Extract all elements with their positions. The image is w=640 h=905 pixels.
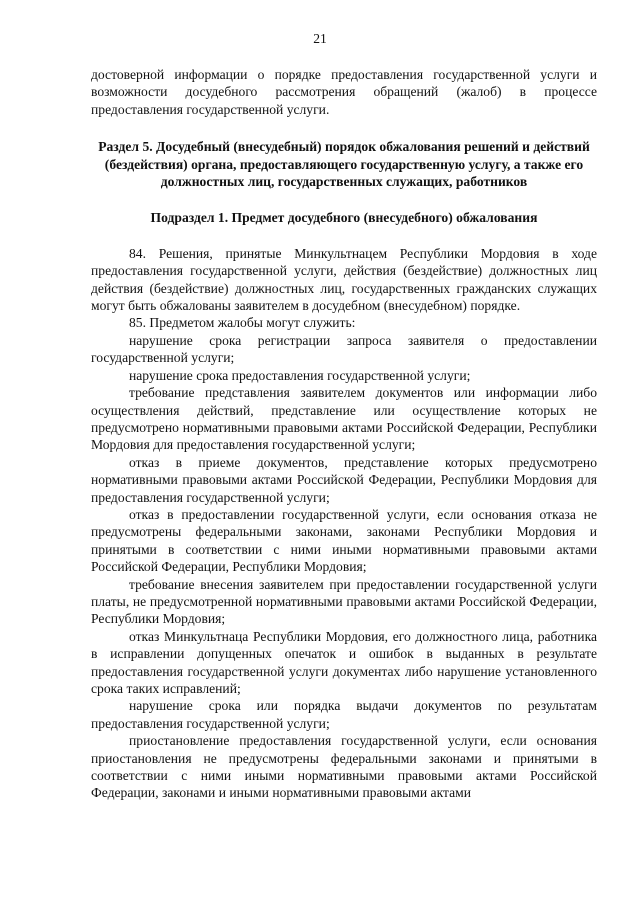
- list-item: нарушение срока регистрации запроса заявителя о предоставлении государственной услуги;: [91, 332, 597, 366]
- paragraph-85: 85. Предметом жалобы могут служить:: [129, 315, 356, 331]
- paragraph-84: 84. Решения, принятые Минкультнацем Республики Мордовия в ходе предоставления государственной услуги, действия (бездействие) должностных лиц действия (бездействие) должностных лиц, государственных гражданских служащих могут быть обжалованы заявителем в досудебном (внесудебном) порядке.: [91, 245, 597, 314]
- page-number: 21: [313, 31, 327, 46]
- subsection-title: Подраздел 1. Предмет досудебного (внесудебного) обжалования: [150, 210, 538, 226]
- list-item: требование представления заявителем документов или информации либо осуществления действий, представление или осуществление которых не предусмотрено нормативными правовыми актами Российской Федерации, Республики Мордовия для предоставления государственной услуги;: [91, 385, 597, 453]
- section-title: Раздел 5. Досудебный (внесудебный) порядок обжалования решений и действий (бездействия) органа, предоставляющего государственную услугу, а также его должностных лиц, государственных служащих, работников: [98, 139, 590, 190]
- list-item: отказ в предоставлении государственной услуги, если основания отказа не предусмотрены федеральными законами, законами Республики Мордовия и принятыми в соответствии с ними иными нормативными правовыми актами Российской Федерации, Республики Мордовия;: [91, 506, 597, 575]
- page-content: [91, 66, 597, 802]
- list-item: требование внесения заявителем при предоставлении государственной услуги платы, не предусмотренной нормативными правовыми актами Российской Федерации, Республики Мордовия;: [91, 576, 597, 627]
- list-item: нарушение срока или порядка выдачи документов по результатам предоставления государственной услуги;: [91, 698, 597, 731]
- list-item: приостановление предоставления государственной услуги, если основания приостановления не предусмотрены федеральными законами и принятыми в соответствии с ними иными нормативными правовыми актами Российской Федерации, законами и иными нормативными правовыми актами: [91, 733, 597, 801]
- list-item: отказ в приеме документов, представление которых предусмотрено нормативными правовыми актами Российской Федерации, Республики Мордовия для предоставления государственной услуги;: [91, 454, 597, 505]
- list-item: отказ Минкультнаца Республики Мордовия, его должностного лица, работника в исправлении допущенных опечаток и ошибок в выданных в результате предоставления государственной услуги документах либо нарушение установленного срока таких исправлений;: [91, 628, 597, 696]
- intro-paragraph: достоверной информации о порядке предоставления государственной услуги и возможности досудебного рассмотрения обращений (жалоб) в процессе предоставления государственной услуги.: [91, 67, 597, 117]
- list-item: нарушение срока предоставления государственной услуги;: [129, 367, 471, 383]
